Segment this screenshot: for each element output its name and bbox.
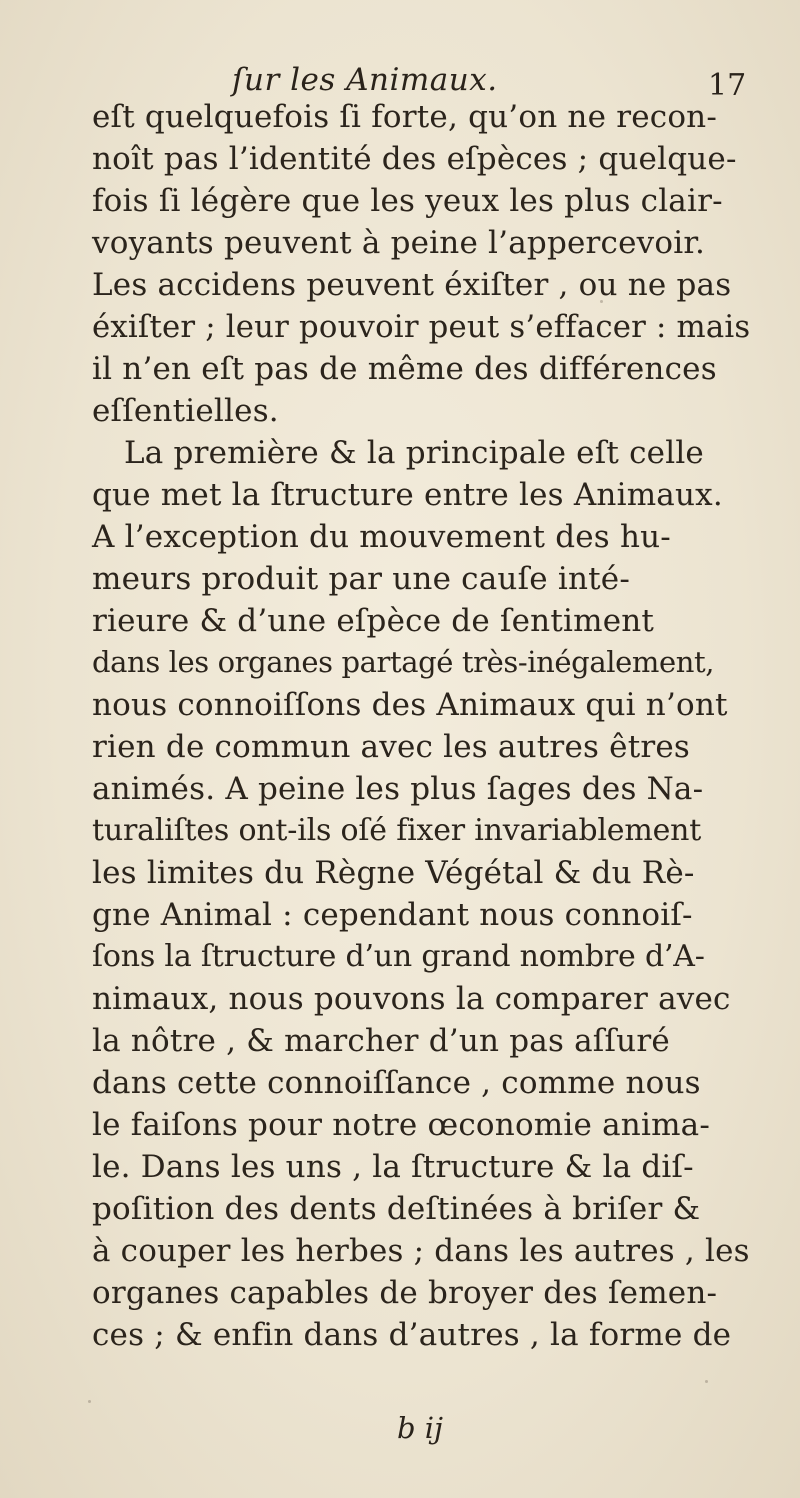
text-line: dans les organes partagé très-inégalement,	[92, 645, 715, 679]
text-line: voyants peuvent à peine l’appercevoir.	[92, 225, 706, 261]
text-line: éxiſter ; leur pouvoir peut s’effacer : mais	[92, 309, 751, 345]
running-head: ſur les Animaux.	[232, 62, 498, 98]
text-line: les limites du Règne Végétal & du Rè-	[92, 855, 695, 891]
text-line: turaliſtes ont-ils oſé fixer invariablement	[92, 813, 702, 848]
paper-speck	[600, 300, 603, 303]
text-line: eſt quelquefois ſi forte, qu’on ne recon-	[92, 99, 718, 135]
text-line: A l’exception du mouvement des hu-	[92, 519, 671, 555]
signature-mark: b ij	[397, 1411, 444, 1445]
text-line: dans cette connoiſſance , comme nous	[92, 1065, 701, 1101]
page-number: 17	[708, 68, 747, 103]
text-line: le. Dans les uns , la ſtructure & la diſ-	[92, 1149, 694, 1185]
text-line: que met la ſtructure entre les Animaux.	[92, 477, 723, 513]
page-header	[0, 62, 800, 102]
text-line: rien de commun avec les autres êtres	[92, 729, 691, 765]
text-line: rieure & d’une eſpèce de ſentiment	[92, 603, 655, 639]
text-line: gne Animal : cependant nous connoiſ-	[92, 897, 693, 933]
text-line: eſſentielles.	[92, 393, 279, 429]
paper-speck	[705, 1380, 708, 1383]
text-line: la nôtre , & marcher d’un pas aſſuré	[92, 1023, 670, 1059]
text-line: le faiſons pour notre œconomie anima-	[92, 1107, 711, 1143]
text-line: poſition des dents deſtinées à briſer &	[92, 1191, 701, 1227]
text-line: nous connoiſſons des Animaux qui n’ont	[92, 687, 728, 723]
text-line: meurs produit par une cauſe inté-	[92, 561, 631, 597]
text-line: nimaux, nous pouvons la comparer avec	[92, 981, 731, 1017]
text-line: organes capables de broyer des ſemen-	[92, 1275, 718, 1311]
text-line: ſons la ſtructure d’un grand nombre d’A-	[92, 939, 705, 974]
text-line: fois ſi légère que les yeux les plus clair-	[92, 183, 723, 219]
text-line: noît pas l’identité des eſpèces ; quelque-	[92, 141, 737, 177]
text-line: Les accidens peuvent éxiſter , ou ne pas	[92, 267, 732, 303]
text-line: ces ; & enfin dans d’autres , la forme de	[92, 1317, 732, 1353]
text-line: animés. A peine les plus ſages des Na-	[92, 771, 704, 807]
text-line: à couper les herbes ; dans les autres , les	[92, 1233, 750, 1269]
paper-speck	[88, 1400, 91, 1403]
text-line: il n’en eſt pas de même des différences	[92, 351, 717, 387]
text-line: La première & la principale eſt celle	[124, 435, 704, 471]
